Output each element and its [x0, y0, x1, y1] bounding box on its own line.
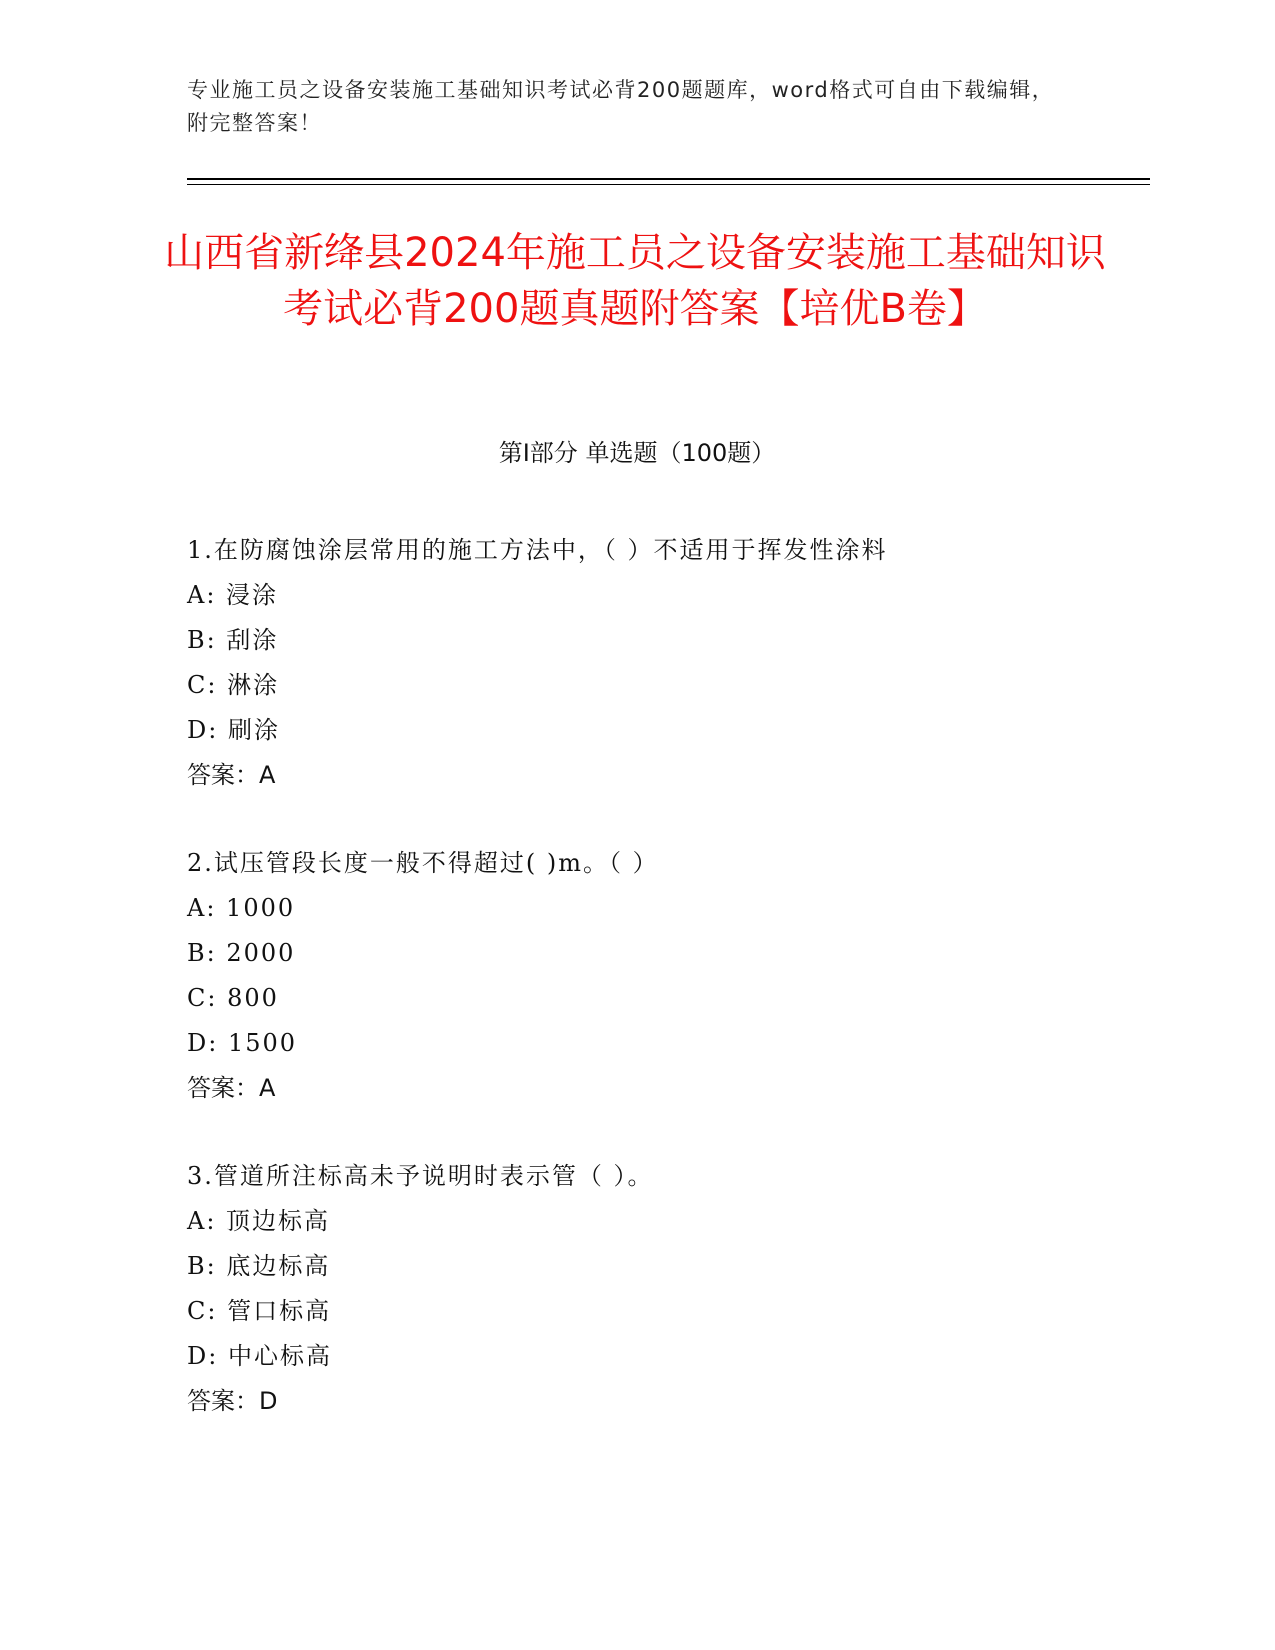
question-2	[187, 841, 1087, 1111]
question-option-b: B: 刮涂	[187, 626, 279, 654]
question-option-c: C: 淋涂	[187, 671, 280, 699]
question-option-c: C: 管口标高	[187, 1297, 332, 1325]
question-option-c: C: 800	[187, 984, 279, 1012]
header-rule-thin	[187, 184, 1150, 185]
question-option-d: D: 刷涂	[187, 716, 280, 744]
question-answer: 答案：A	[187, 761, 276, 789]
question-option-a: A: 顶边标高	[187, 1207, 331, 1235]
question-option-a: A: 1000	[187, 894, 296, 922]
question-option-b: B: 2000	[187, 939, 296, 967]
question-option-d: D: 中心标高	[187, 1342, 332, 1370]
question-option-b: B: 底边标高	[187, 1252, 331, 1280]
question-3	[187, 1154, 1087, 1424]
question-1	[187, 528, 1087, 798]
question-option-a: A: 浸涂	[187, 581, 279, 609]
question-option-d: D: 1500	[187, 1029, 298, 1057]
header-note: 专业施工员之设备安装施工基础知识考试必背200题题库，word格式可自由下载编辑，附完整答案！	[187, 78, 1055, 135]
document-title: 山西省新绛县2024年施工员之设备安装施工基础知识考试必背200题真题附答案【培优B卷】	[164, 230, 1106, 332]
question-answer: 答案：D	[187, 1387, 278, 1415]
question-list	[187, 528, 1087, 1467]
header-rule-thick	[187, 178, 1150, 180]
question-stem: 3.管道所注标高未予说明时表示管（ ）。	[187, 1162, 654, 1190]
question-stem: 2.试压管段长度一般不得超过( )m。（ ）	[187, 849, 659, 877]
question-stem: 1.在防腐蚀涂层常用的施工方法中，（ ）不适用于挥发性涂料	[187, 536, 888, 564]
question-answer: 答案：A	[187, 1074, 276, 1102]
section-heading: 第Ⅰ部分 单选题（100题）	[498, 439, 776, 467]
